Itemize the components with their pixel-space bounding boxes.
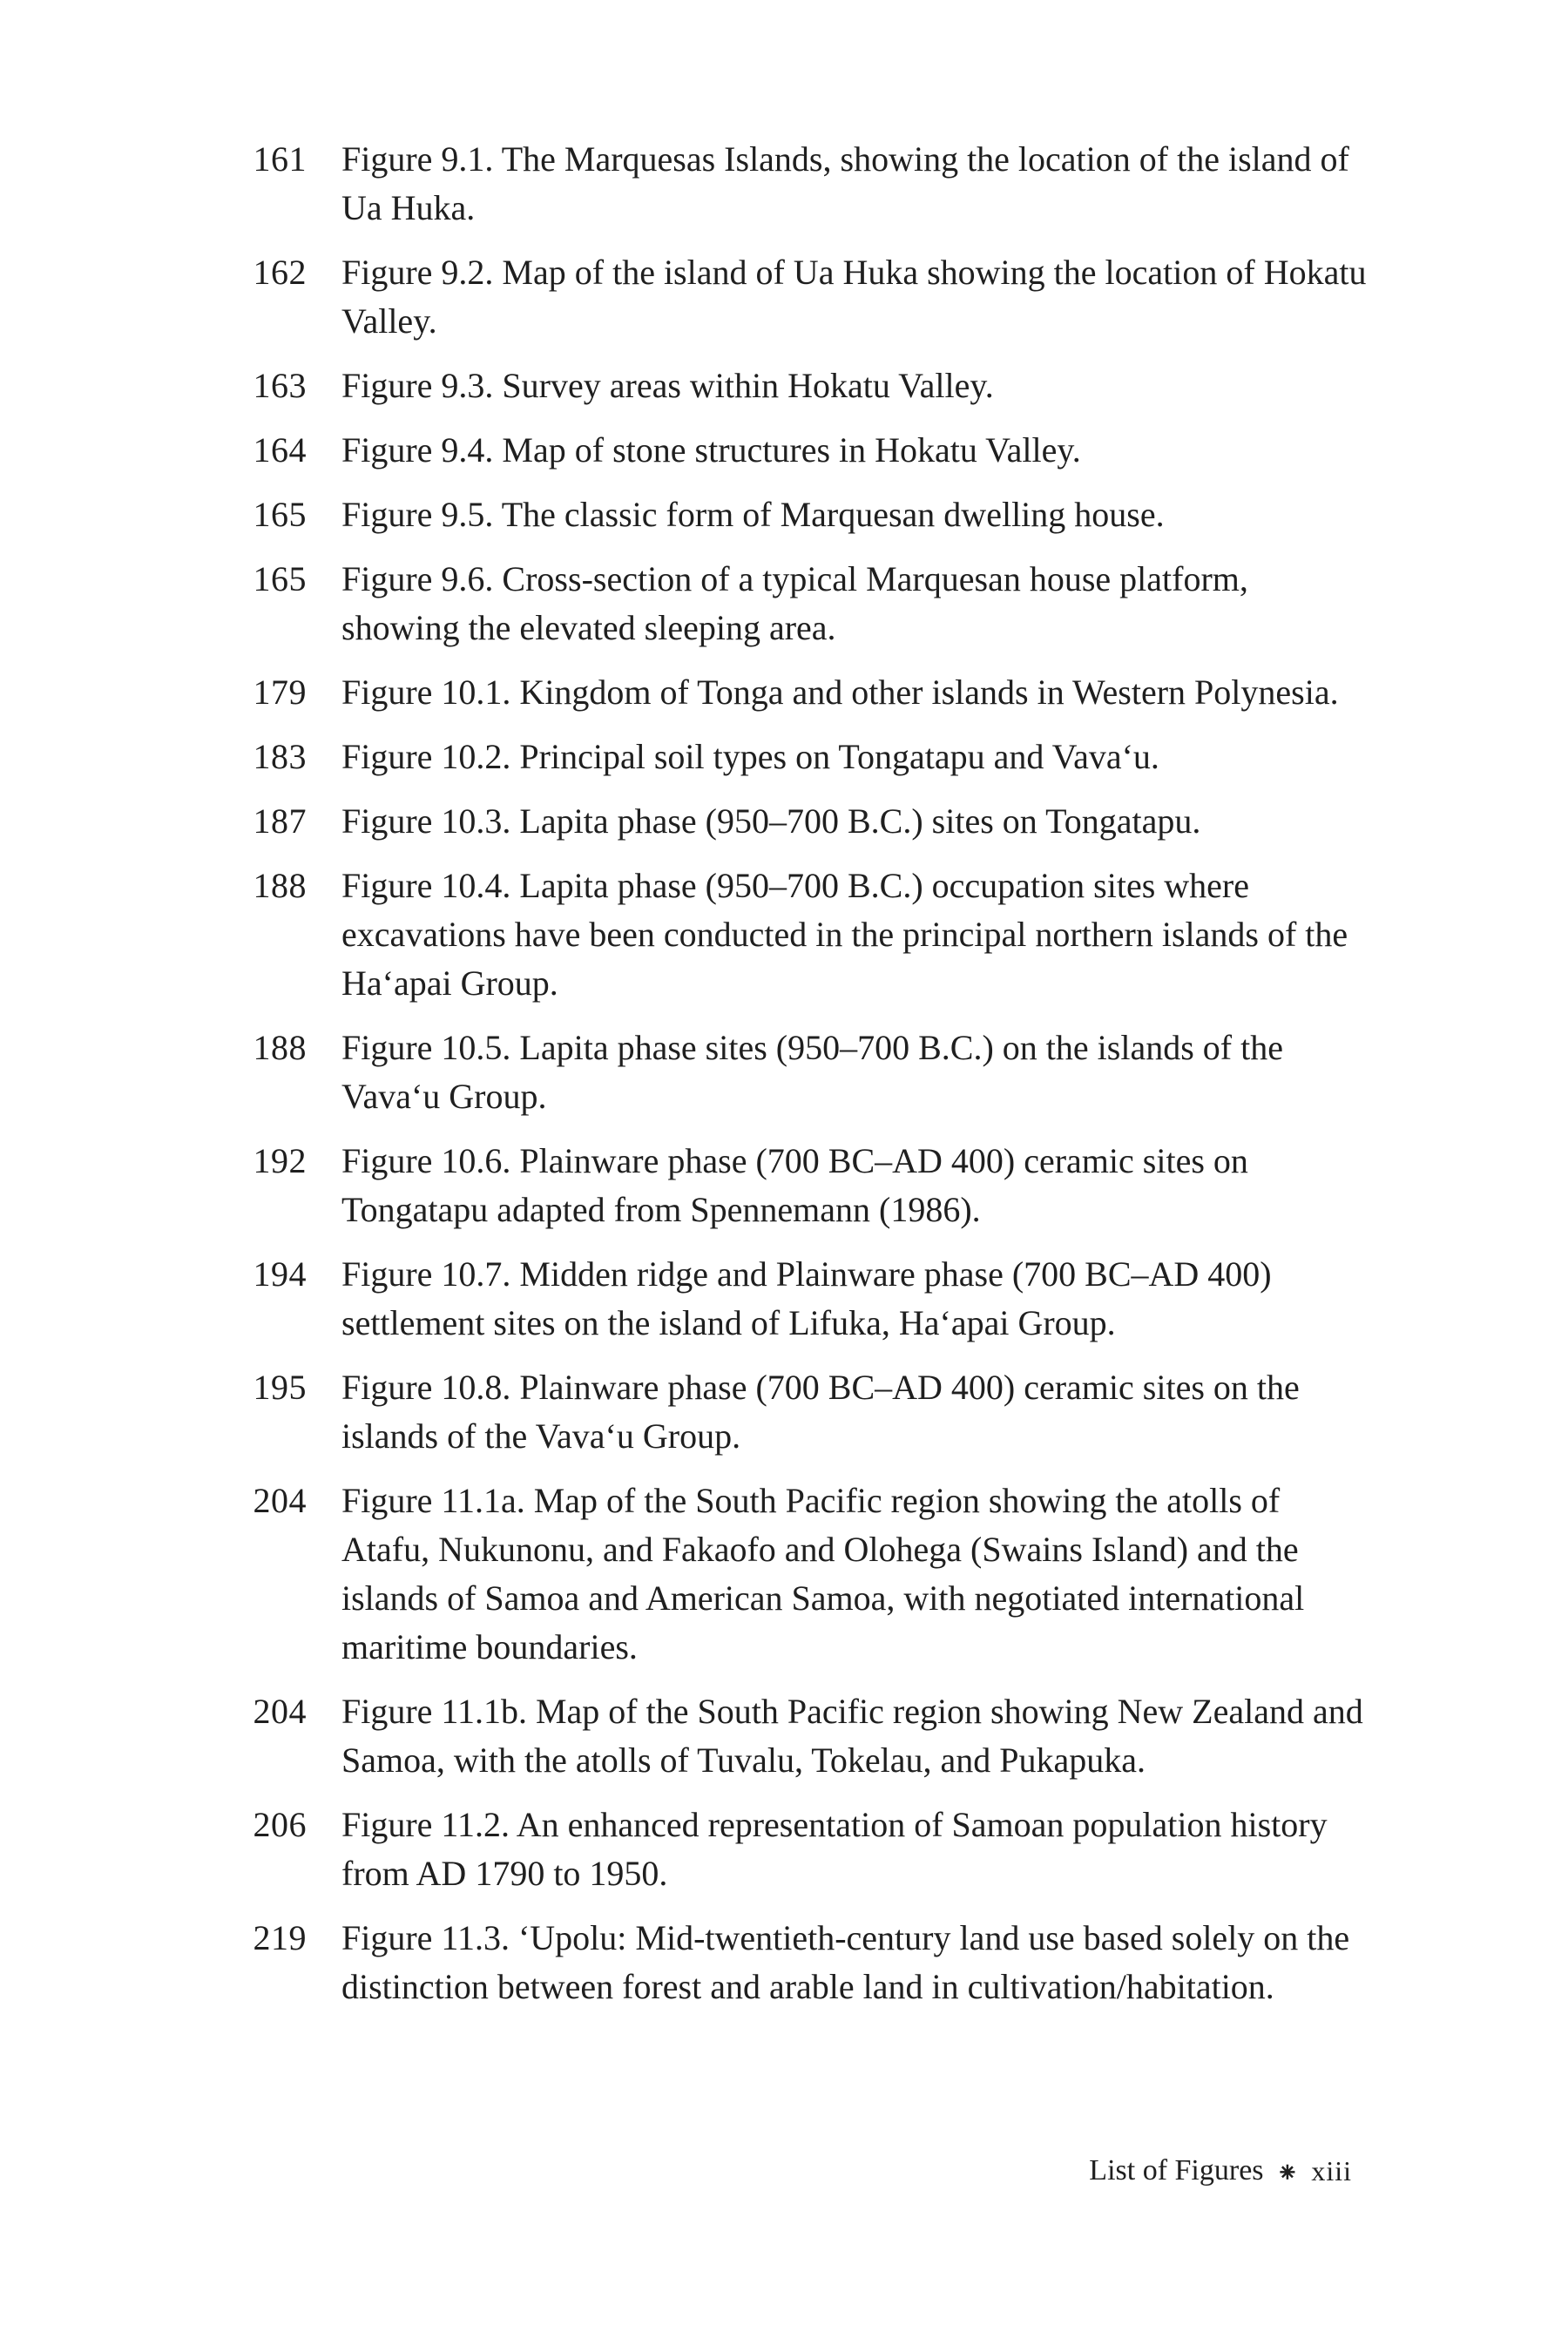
entry-caption: Figure 10.4. Lapita phase (950–700 B.C.) occupation sites where excavations have been conducted in the principal northern islands of the Ha‘apai Group. — [341, 866, 1348, 1003]
figure-entry-7 — [209, 733, 1368, 781]
entry-page-number: 188 — [253, 866, 307, 905]
figure-entry-1 — [209, 248, 1368, 346]
entry-caption: Figure 9.6. Cross-section of a typical Marquesan house platform, showing the elevated sleeping area. — [341, 559, 1248, 647]
figure-entry-16 — [209, 1801, 1368, 1898]
asterisk-icon: ⁕ — [1275, 2157, 1300, 2188]
figure-entry-13 — [209, 1363, 1368, 1461]
figure-entry-11 — [209, 1137, 1368, 1234]
entry-page-number: 187 — [253, 801, 307, 841]
running-footer — [1089, 2152, 1352, 2190]
entry-caption: Figure 11.1b. Map of the South Pacific region showing New Zealand and Samoa, with the atolls of Tuvalu, Tokelau, and Pukapuka. — [341, 1692, 1363, 1780]
entry-caption: Figure 11.2. An enhanced representation of Samoan population history from AD 1790 to 1950. — [341, 1805, 1328, 1893]
entry-page-number: 183 — [253, 737, 307, 776]
section-title: List of Figures — [1089, 2154, 1264, 2186]
entry-page-number: 164 — [253, 430, 307, 470]
figure-entry-12 — [209, 1250, 1368, 1348]
entry-page-number: 195 — [253, 1368, 307, 1407]
entry-page-number: 219 — [253, 1918, 307, 1957]
entry-caption: Figure 10.2. Principal soil types on Tongatapu and Vava‘u. — [341, 737, 1159, 776]
figure-entry-2 — [209, 362, 1368, 410]
entry-caption: Figure 11.1a. Map of the South Pacific region showing the atolls of Atafu, Nukunonu, and Fakaofo and Olohega (Swains Island) and the islands of Samoa and American Samoa, with negotiated international maritime boundaries. — [341, 1481, 1305, 1666]
figure-entry-14 — [209, 1477, 1368, 1672]
entry-caption: Figure 9.1. The Marquesas Islands, showing the location of the island of Ua Huka. — [341, 139, 1349, 227]
list-of-figures — [209, 135, 1368, 2027]
entry-caption: Figure 10.8. Plainware phase (700 BC–AD 400) ceramic sites on the islands of the Vava‘u Group. — [341, 1368, 1300, 1456]
figure-entry-0 — [209, 135, 1368, 233]
entry-page-number: 162 — [253, 253, 307, 292]
figure-entry-4 — [209, 490, 1368, 539]
entry-page-number: 163 — [253, 366, 307, 405]
entry-page-number: 179 — [253, 672, 307, 712]
figure-entry-15 — [209, 1687, 1368, 1785]
entry-caption: Figure 9.2. Map of the island of Ua Huka showing the location of Hokatu Valley. — [341, 253, 1367, 341]
entry-caption: Figure 9.4. Map of stone structures in Hokatu Valley. — [341, 430, 1081, 470]
entry-caption: Figure 10.5. Lapita phase sites (950–700 B.C.) on the islands of the Vava‘u Group. — [341, 1028, 1283, 1116]
figure-entry-8 — [209, 797, 1368, 846]
figure-entry-3 — [209, 426, 1368, 475]
figure-entry-5 — [209, 555, 1368, 652]
page-number: xiii — [1311, 2155, 1352, 2186]
entry-caption: Figure 10.3. Lapita phase (950–700 B.C.) sites on Tongatapu. — [341, 801, 1201, 841]
figure-entry-10 — [209, 1024, 1368, 1121]
entry-caption: Figure 10.1. Kingdom of Tonga and other islands in Western Polynesia. — [341, 672, 1339, 712]
entry-page-number: 204 — [253, 1692, 307, 1731]
entry-caption: Figure 10.6. Plainware phase (700 BC–AD 400) ceramic sites on Tongatapu adapted from Spennemann (1986). — [341, 1141, 1248, 1229]
entry-caption: Figure 10.7. Midden ridge and Plainware phase (700 BC–AD 400) settlement sites on the island of Lifuka, Ha‘apai Group. — [341, 1254, 1272, 1342]
entry-page-number: 194 — [253, 1254, 307, 1294]
figure-entry-17 — [209, 1914, 1368, 2011]
entry-page-number: 206 — [253, 1805, 307, 1844]
entry-page-number: 161 — [253, 139, 307, 179]
entry-caption: Figure 11.3. ‘Upolu: Mid-twentieth-century land use based solely on the distinction between forest and arable land in cultivation/habitation. — [341, 1918, 1350, 2006]
entry-page-number: 188 — [253, 1028, 307, 1067]
figure-entry-6 — [209, 668, 1368, 717]
entry-page-number: 165 — [253, 559, 307, 598]
entry-page-number: 204 — [253, 1481, 307, 1520]
entry-page-number: 165 — [253, 495, 307, 534]
figure-entry-9 — [209, 862, 1368, 1008]
entry-page-number: 192 — [253, 1141, 307, 1180]
entry-caption: Figure 9.3. Survey areas within Hokatu Valley. — [341, 366, 994, 405]
entry-caption: Figure 9.5. The classic form of Marquesan dwelling house. — [341, 495, 1165, 534]
